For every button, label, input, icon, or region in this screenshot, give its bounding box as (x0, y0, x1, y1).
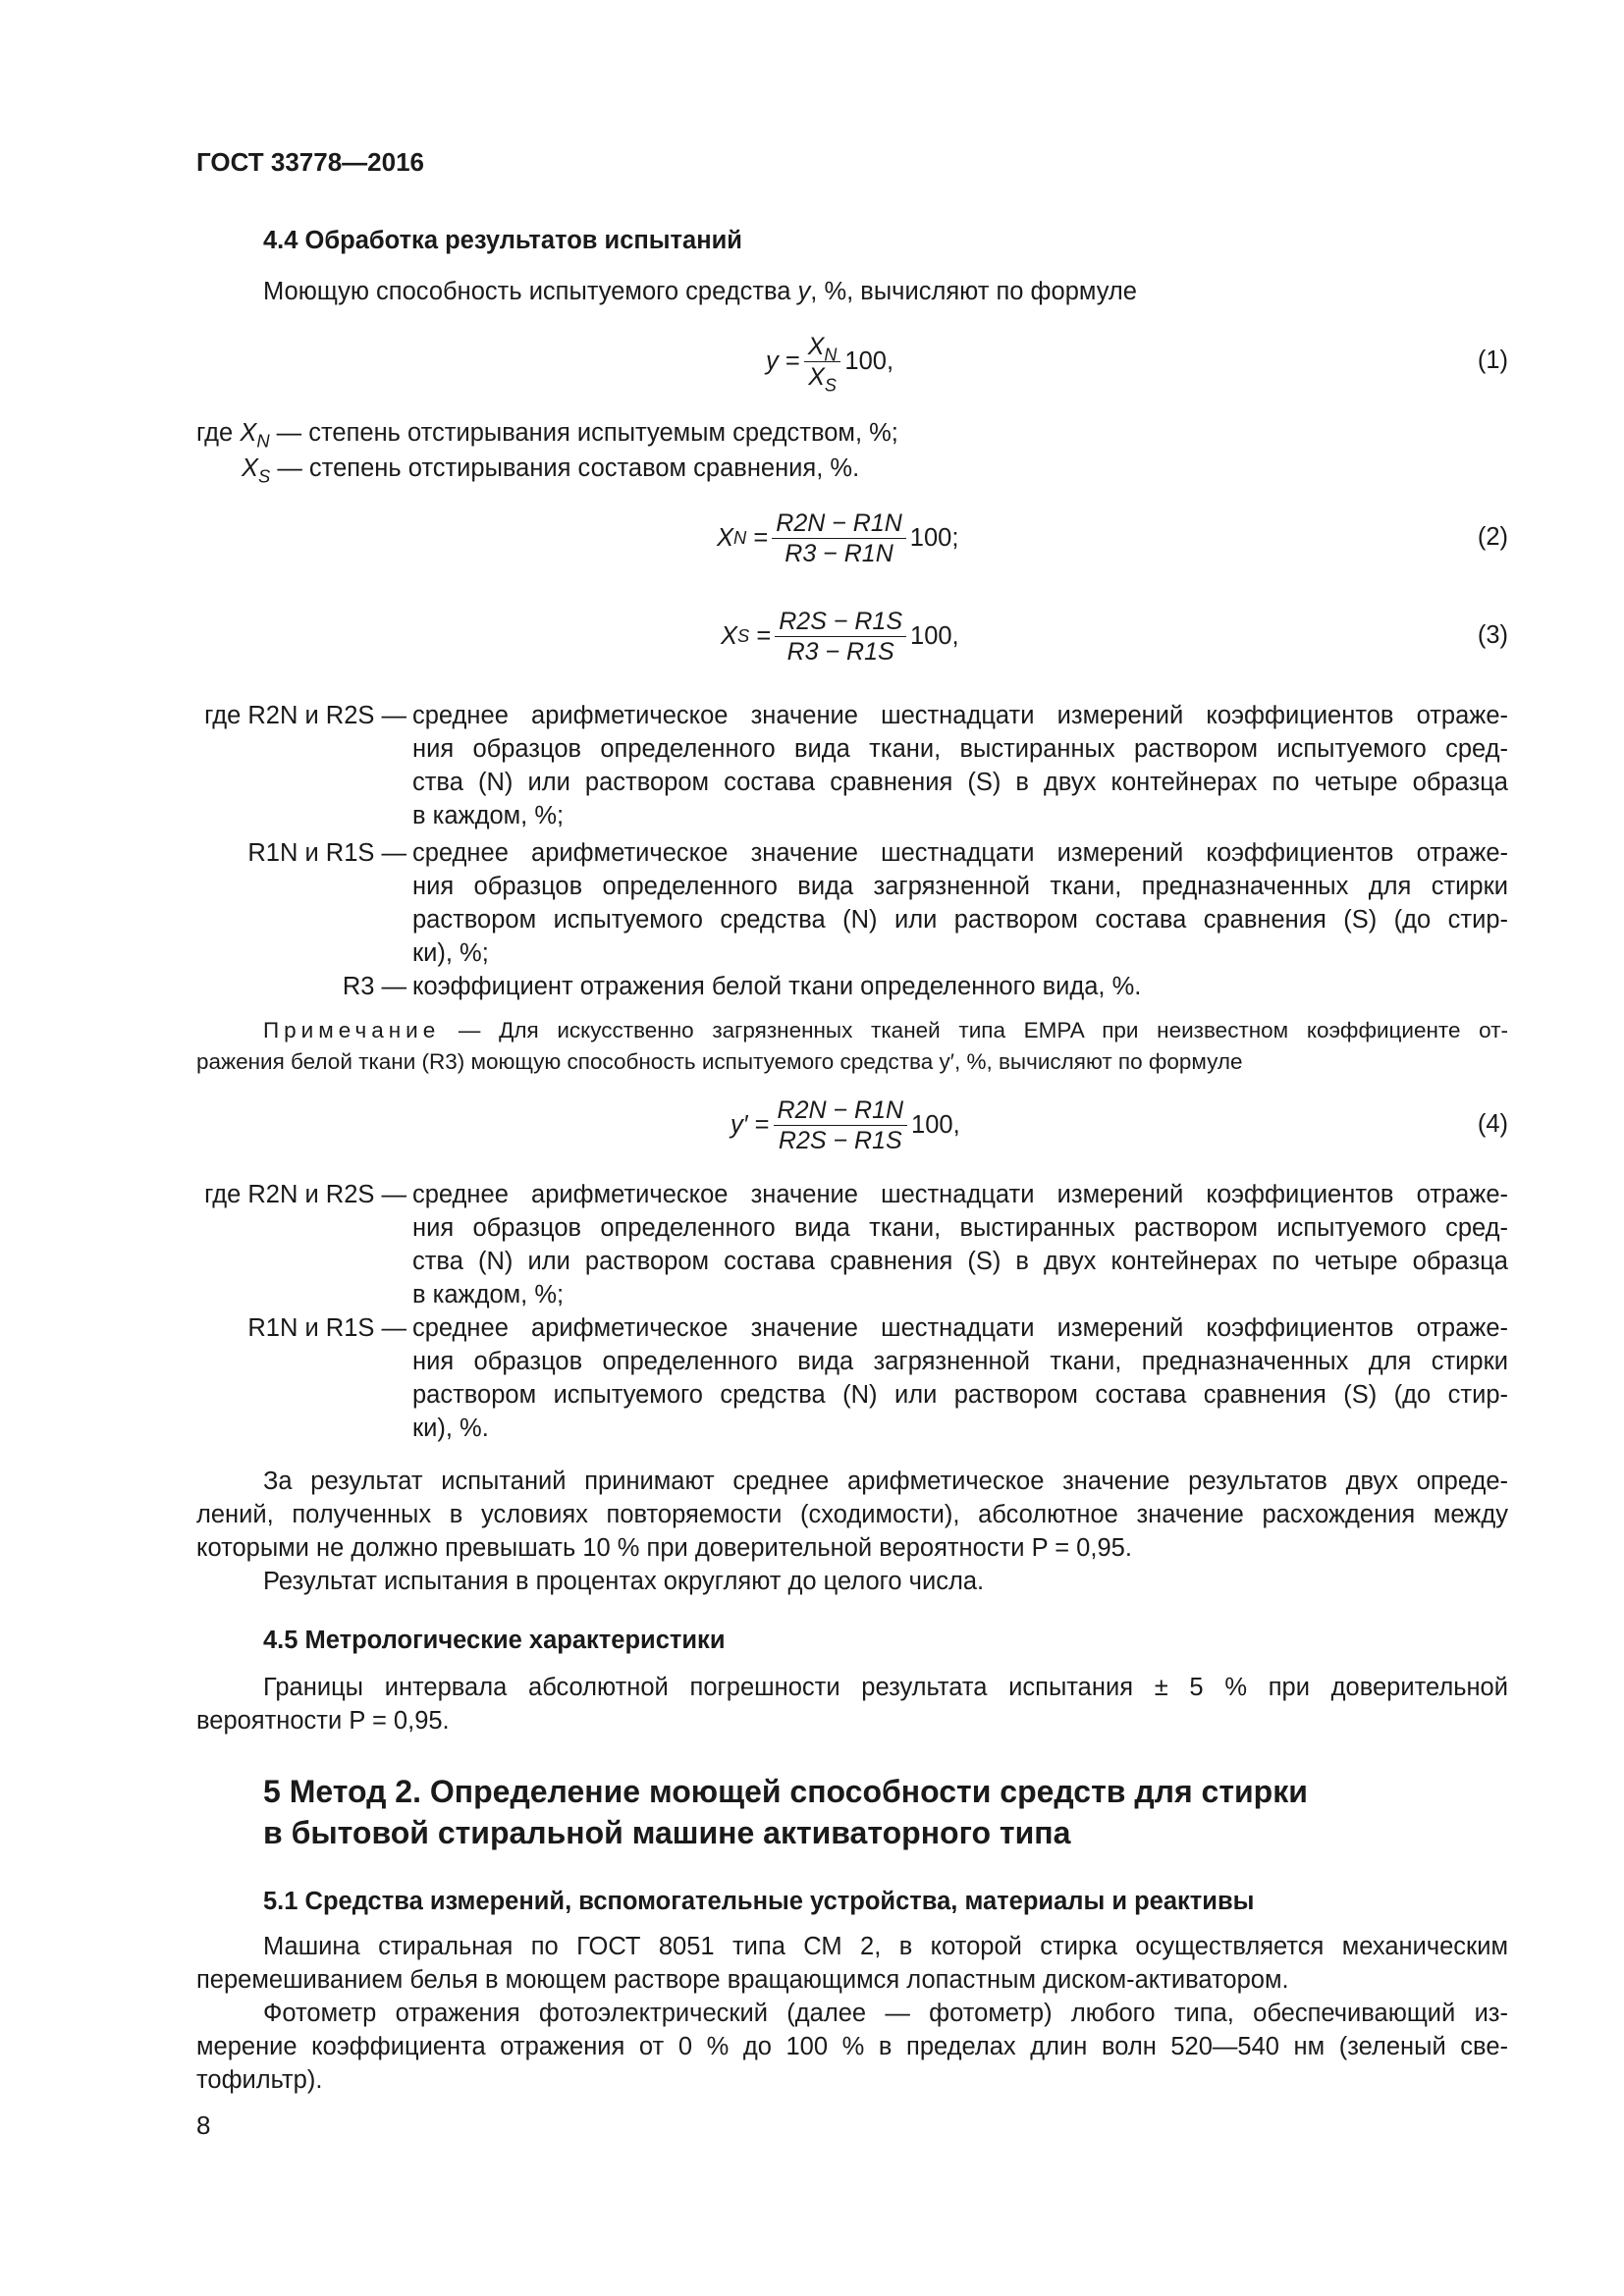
section-4-4-title: 4.4 Обработка результатов испытаний (263, 227, 742, 254)
line: ния образцов определенного вида загрязненной ткани, предназначенных для стирки (412, 1348, 1508, 1375)
f1-den-sub: S (824, 374, 837, 395)
where-xn-sym: X (240, 419, 257, 447)
note-label: Примечание (263, 1018, 441, 1042)
section-5-1-p1-line-1: Машина стиральная по ГОСТ 8051 типа СМ 2, в которой стирка осуществляется механическим (263, 1933, 1508, 1960)
formula-4-fraction (774, 1095, 908, 1155)
line: коэффициент отражения белой ткани определенного вида, %. (412, 973, 1142, 1000)
def-a-key-r2: где R2N и R2S — (204, 702, 406, 729)
formula-2-fraction (772, 508, 906, 568)
where-xn-sub: N (256, 430, 270, 452)
section-5-title-2: в бытовой стиральной машине активаторного типа (263, 1815, 1071, 1850)
result-line-3: которыми не должно превышать 10 % при доверительной вероятности P = 0,95. (196, 1534, 1132, 1562)
formula-3-tail: 100, (910, 622, 959, 650)
section-4-5-line-1: Границы интервала абсолютной погрешности результата испытания ± 5 % при доверительной (263, 1674, 1508, 1701)
section-5-1-p2-line-3: тофильтр). (196, 2066, 323, 2094)
formula-1-tail: 100, (844, 347, 894, 375)
page-number: 8 (196, 2110, 211, 2140)
def-a-key-r3: R3 — (342, 973, 406, 1000)
formula-4-lhs: y′ (731, 1111, 748, 1139)
section-5-1-p2-line-1: Фотометр отражения фотоэлектрический (далее — фотометр) любого типа, обеспечивающий из- (263, 2000, 1508, 2027)
section-5-1-title: 5.1 Средства измерений, вспомогательные устройства, материалы и реактивы (263, 1888, 1255, 1915)
where-xs-sym: X (242, 454, 259, 482)
line: ки), %; (412, 939, 489, 967)
def-b-text-r2 (412, 1178, 1508, 1311)
result-rounding: Результат испытания в процентах округляют до целого числа. (263, 1568, 985, 1595)
note-line-1 (263, 1015, 1508, 1045)
f3-num: R2S − R1S (775, 607, 906, 637)
def-b-text-r1 (412, 1311, 1508, 1445)
f4-num: R2N − R1N (774, 1095, 908, 1126)
line: среднее арифметическое значение шестнадцати измерений коэффициентов отраже- (412, 1314, 1508, 1342)
line: ния образцов определенного вида загрязненной ткани, предназначенных для стирки (412, 873, 1508, 900)
section-4-5-line-2: вероятности P = 0,95. (196, 1707, 450, 1735)
line: ния образцов определенного вида ткани, выстиранных раствором испытуемого сред- (412, 1214, 1508, 1242)
note-text-1: — Для искусственно загрязненных тканей типа EMPA при неизвестном коэффициенте от- (440, 1018, 1508, 1042)
result-line-2: лений, полученных в условиях повторяемости (сходимости), абсолютное значение расхождения между (196, 1501, 1508, 1528)
line: ния образцов определенного вида ткани, выстиранных раствором испытуемого сред- (412, 735, 1508, 763)
formula-4-number: (4) (1477, 1110, 1508, 1138)
formula-2-tail: 100; (909, 524, 959, 552)
formula-1-fraction (804, 332, 841, 395)
formula-1-lhs: y (766, 347, 779, 375)
formula-2-lhs-sub: N (733, 527, 747, 548)
formula-2: X N = $\frac{R2N - R1N}{R3 - R1N}$ 100; (2) (717, 508, 1508, 567)
f2-num: R2N − R1N (772, 508, 906, 539)
f3-den: R3 − R1S (786, 637, 894, 666)
line: среднее арифметическое значение шестнадцати измерений коэффициентов отраже- (412, 839, 1508, 867)
formula-3-lhs: X (721, 622, 738, 650)
formula-3: X S = $\frac{R2S - R1S}{R3 - R1S}$ 100, (3) (721, 607, 1508, 666)
def-a-key-r1: R1N и R1S — (247, 839, 406, 867)
line: в каждом, %; (412, 802, 565, 829)
formula-3-number: (3) (1477, 621, 1508, 649)
formula-3-fraction (775, 607, 906, 667)
formula-2-lhs: X (717, 524, 734, 552)
where-xn-text: — степень отстирывания испытуемым средством, %; (269, 419, 898, 447)
section-4-4-intro (263, 275, 1137, 308)
where-xs-text: — степень отстирывания составом сравнения, %. (270, 454, 860, 482)
def-a-text-r3 (412, 970, 1508, 1003)
formula-3-lhs-sub: S (737, 625, 750, 646)
f1-num: X (807, 332, 825, 360)
section-5-title-1: 5 Метод 2. Определение моющей способности средств для стирки (263, 1774, 1308, 1809)
line: раствором испытуемого средства (N) или раствором состава сравнения (S) (до стир- (412, 906, 1508, 934)
formula-4-tail: 100, (911, 1111, 960, 1139)
def-b-key-r1: R1N и R1S — (247, 1314, 406, 1342)
f1-den: X (808, 362, 825, 391)
intro-text-a: Моющую способность испытуемого средства (263, 278, 798, 305)
f1-num-sub: N (824, 344, 838, 364)
formula-1: y = $\frac{X_N}{X_S}$ 100, (1) (766, 332, 1508, 395)
intro-text-b: , %, вычисляют по формуле (810, 278, 1137, 305)
document-id: ГОСТ 33778—2016 (196, 147, 424, 177)
def-a-text-r1 (412, 836, 1508, 970)
line: ства (N) или раствором состава сравнения (S) в двух контейнерах по четыре образца (412, 769, 1508, 796)
intro-var: y (797, 278, 811, 305)
where-xn (196, 416, 898, 450)
line: в каждом, %; (412, 1281, 565, 1308)
where-xs (242, 452, 859, 485)
line: среднее арифметическое значение шестнадцати измерений коэффициентов отраже- (412, 1181, 1508, 1208)
f4-den: R2S − R1S (778, 1126, 902, 1154)
where-xs-sub: S (258, 465, 271, 487)
section-5-1-p2-line-2: мерение коэффициента отражения от 0 % до 100 % в пределах длин волн 520—540 нм (зеленый све- (196, 2033, 1508, 2060)
where-prefix: где (196, 419, 241, 447)
def-b-key-r2: где R2N и R2S — (204, 1181, 406, 1208)
def-a-text-r2 (412, 699, 1508, 832)
line: ства (N) или раствором состава сравнения (S) в двух контейнерах по четыре образца (412, 1248, 1508, 1275)
formula-4: y′ = $\frac{R2N - R1N}{R2S - R1S}$ 100, (4) (731, 1095, 1508, 1154)
formula-2-number: (2) (1477, 523, 1508, 551)
formula-1-number: (1) (1477, 347, 1508, 374)
f2-den: R3 − R1N (785, 539, 893, 567)
note-line-2: ражения белой ткани (R3) моющую способность испытуемого средства y′, %, вычисляют по формуле (196, 1049, 1243, 1074)
section-4-5-title: 4.5 Метрологические характеристики (263, 1627, 726, 1654)
result-line-1: За результат испытаний принимают среднее арифметическое значение результатов двух опреде- (263, 1468, 1508, 1495)
line: ки), %. (412, 1415, 489, 1442)
section-5-1-p1-line-2: перемешиванием белья в моющем растворе вращающимся лопастным диском-активатором. (196, 1966, 1289, 1994)
line: среднее арифметическое значение шестнадцати измерений коэффициентов отраже- (412, 702, 1508, 729)
line: раствором испытуемого средства (N) или раствором состава сравнения (S) (до стир- (412, 1381, 1508, 1409)
